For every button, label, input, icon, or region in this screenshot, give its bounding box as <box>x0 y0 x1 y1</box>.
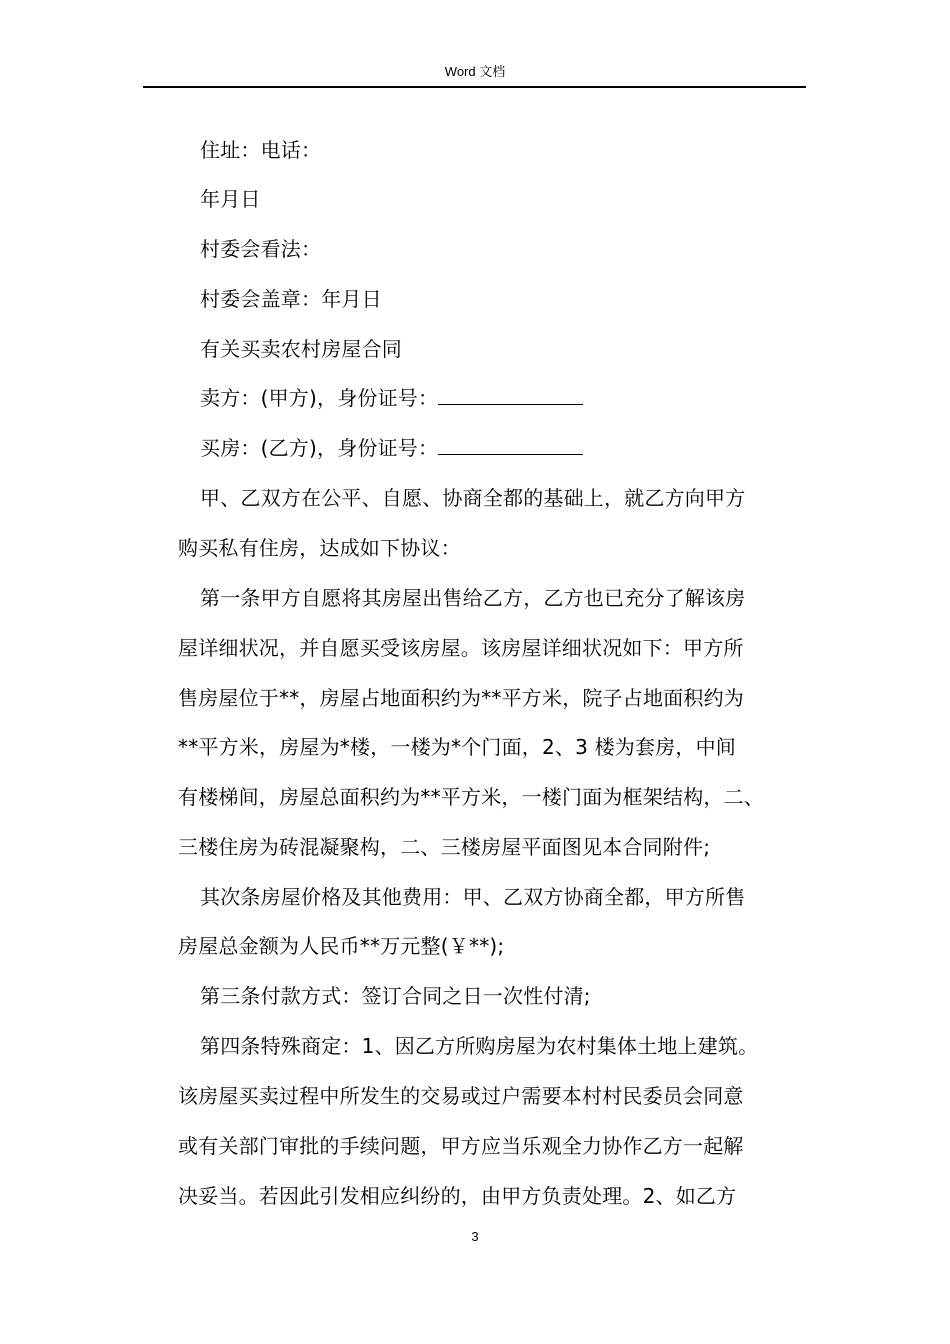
header-rule <box>143 86 806 88</box>
body-line: 屋详细状况，并自愿买受该房屋。该房屋详细状况如下：甲方所 <box>178 636 744 660</box>
body-line: 第四条特殊商定：1、因乙方所购房屋为农村集体土地上建筑。 <box>200 1034 759 1058</box>
page-number: 3 <box>471 1229 479 1244</box>
seller-id-blank <box>438 386 583 405</box>
body-line: 有楼梯间，房屋总面积约为**平方米，一楼门面为框架结构，二、 <box>178 785 764 809</box>
body-line: 其次条房屋价格及其他费用：甲、乙双方协商全都，甲方所售 <box>200 885 746 909</box>
contract-title: 有关买卖农村房屋合同 <box>200 337 402 361</box>
body-line: 该房屋买卖过程中所发生的交易或过户需要本村村民委员会同意 <box>178 1084 744 1108</box>
seller-label: 卖方：(甲方)，身份证号： <box>200 386 439 410</box>
body-line: 村委会看法： <box>200 237 322 261</box>
body-line: 决妥当。若因此引发相应纠纷的，由甲方负责处理。2、如乙方 <box>178 1184 737 1208</box>
body-line: 年月日 <box>200 187 261 211</box>
body-line: 三楼住房为砖混凝聚构，二、三楼房屋平面图见本合同附件; <box>178 835 711 859</box>
seller-line <box>200 386 583 410</box>
body-line: **平方米，房屋为*楼，一楼为*个门面，2、3 楼为套房，中间 <box>178 735 737 759</box>
body-line: 或有关部门审批的手续问题，甲方应当乐观全力协作乙方一起解 <box>178 1134 744 1158</box>
page-header: Word 文档 <box>444 64 506 79</box>
body-line: 第一条甲方自愿将其房屋出售给乙方，乙方也已充分了解该房 <box>200 586 746 610</box>
body-line: 甲、乙双方在公平、自愿、协商全都的基础上，就乙方向甲方 <box>200 486 746 510</box>
body-line: 售房屋位于**，房屋占地面积约为**平方米，院子占地面积约为 <box>178 686 744 710</box>
body-line: 房屋总金额为人民币**万元整(￥**); <box>178 934 505 958</box>
buyer-line <box>200 436 583 460</box>
body-line: 购买私有住房，达成如下协议： <box>178 536 461 560</box>
body-line: 住址：电话： <box>200 138 322 162</box>
buyer-label: 买房：(乙方)，身份证号： <box>200 436 439 460</box>
body-line: 第三条付款方式：签订合同之日一次性付清; <box>200 984 591 1008</box>
body-line: 村委会盖章：年月日 <box>200 287 382 311</box>
buyer-id-blank <box>438 436 583 455</box>
